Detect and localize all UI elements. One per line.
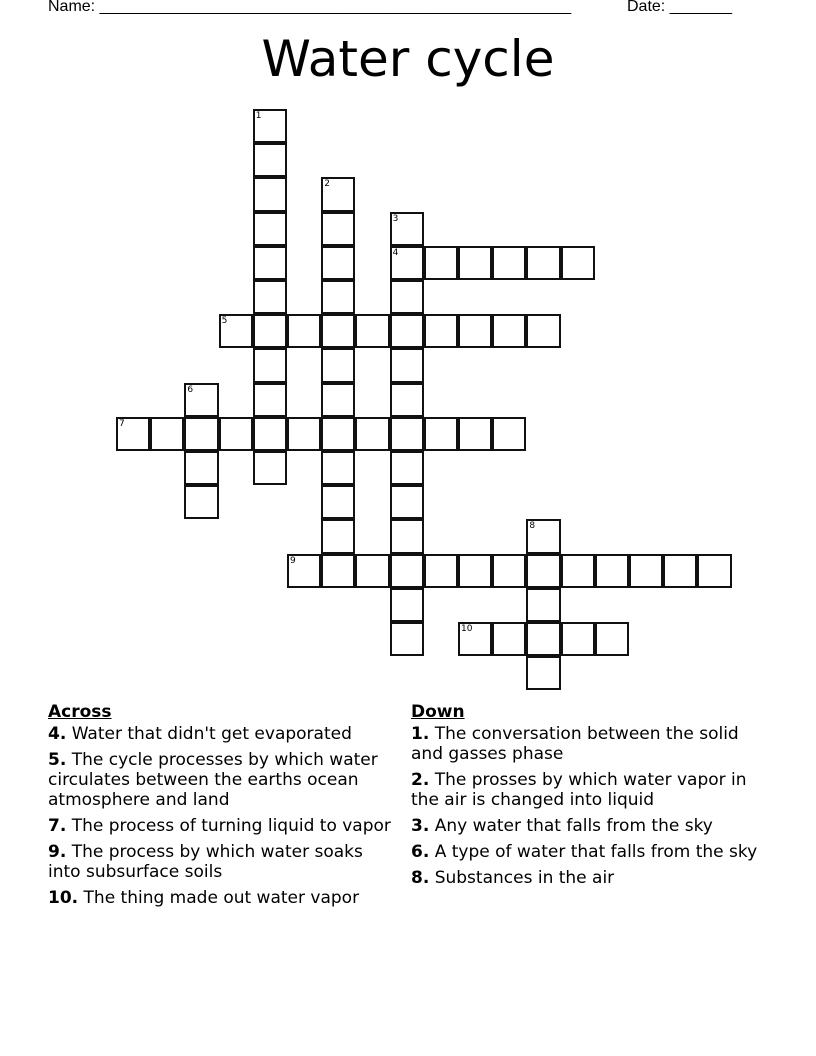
grid-cell[interactable] bbox=[253, 109, 287, 143]
grid-cell[interactable] bbox=[390, 588, 424, 622]
grid-cell[interactable] bbox=[595, 622, 629, 656]
grid-cell[interactable] bbox=[219, 417, 253, 451]
grid-cell[interactable] bbox=[321, 485, 355, 519]
clue-number: 10. bbox=[48, 888, 79, 908]
across-clues bbox=[48, 702, 393, 914]
grid-cell[interactable] bbox=[492, 554, 526, 588]
grid-cell[interactable] bbox=[253, 177, 287, 211]
grid-cell[interactable] bbox=[458, 622, 492, 656]
clue-text: The process of turning liquid to vapor bbox=[71, 816, 391, 836]
grid-cell[interactable] bbox=[424, 554, 458, 588]
grid-cell[interactable] bbox=[492, 314, 526, 348]
grid-cell[interactable] bbox=[424, 314, 458, 348]
grid-cell[interactable] bbox=[321, 280, 355, 314]
cell-number: 6 bbox=[187, 384, 194, 395]
grid-cell[interactable] bbox=[321, 519, 355, 553]
clue-text: Any water that falls from the sky bbox=[434, 816, 713, 836]
grid-cell[interactable] bbox=[526, 519, 560, 553]
grid-cell[interactable] bbox=[184, 485, 218, 519]
grid-cell[interactable] bbox=[253, 451, 287, 485]
grid-cell[interactable] bbox=[321, 451, 355, 485]
clue-across-9 bbox=[48, 842, 393, 882]
clue-across-5 bbox=[48, 750, 393, 810]
grid-cell[interactable] bbox=[390, 314, 424, 348]
down-clues bbox=[411, 702, 771, 894]
cell-number: 8 bbox=[529, 521, 536, 532]
grid-cell[interactable] bbox=[526, 588, 560, 622]
grid-cell[interactable] bbox=[526, 246, 560, 280]
clue-across-7 bbox=[48, 816, 393, 836]
grid-cell[interactable] bbox=[390, 622, 424, 656]
grid-cell[interactable] bbox=[390, 212, 424, 246]
clue-number: 8. bbox=[411, 868, 430, 888]
grid-cell[interactable] bbox=[390, 348, 424, 382]
grid-cell[interactable] bbox=[492, 246, 526, 280]
grid-cell[interactable] bbox=[561, 554, 595, 588]
clue-text: The thing made out water vapor bbox=[83, 888, 360, 908]
clue-number: 5. bbox=[48, 750, 67, 770]
grid-cell[interactable] bbox=[390, 485, 424, 519]
grid-cell[interactable] bbox=[355, 314, 389, 348]
grid-cell[interactable] bbox=[390, 554, 424, 588]
cell-number: 4 bbox=[392, 247, 399, 258]
cell-number: 1 bbox=[255, 111, 262, 121]
grid-cell[interactable] bbox=[526, 656, 560, 690]
clue-number: 6. bbox=[411, 842, 430, 862]
grid-cell[interactable] bbox=[595, 554, 629, 588]
grid-cell[interactable] bbox=[253, 143, 287, 177]
grid-cell[interactable] bbox=[629, 554, 663, 588]
down-heading: Down bbox=[411, 702, 465, 722]
grid-cell[interactable] bbox=[458, 554, 492, 588]
grid-cell[interactable] bbox=[561, 622, 595, 656]
grid-cell[interactable] bbox=[321, 246, 355, 280]
clue-across-10 bbox=[48, 888, 393, 908]
grid-cell[interactable] bbox=[253, 280, 287, 314]
grid-cell[interactable] bbox=[321, 314, 355, 348]
clue-down-6 bbox=[411, 842, 771, 862]
clue-across-4 bbox=[48, 724, 393, 744]
grid-cell[interactable] bbox=[492, 417, 526, 451]
grid-cell[interactable] bbox=[390, 417, 424, 451]
grid-cell[interactable] bbox=[321, 554, 355, 588]
grid-cell[interactable] bbox=[184, 451, 218, 485]
grid-cell[interactable] bbox=[253, 348, 287, 382]
clue-text: A type of water that falls from the sky bbox=[434, 842, 758, 862]
grid-cell[interactable] bbox=[458, 417, 492, 451]
grid-cell[interactable] bbox=[526, 314, 560, 348]
clue-text: The conversation between the solid and gasses phase bbox=[411, 724, 739, 764]
name-field-label: Name: _____________________________________________________ bbox=[48, 0, 572, 15]
grid-cell[interactable] bbox=[253, 383, 287, 417]
grid-cell[interactable] bbox=[321, 212, 355, 246]
clue-down-2 bbox=[411, 770, 771, 810]
grid-cell[interactable] bbox=[253, 417, 287, 451]
clue-number: 2. bbox=[411, 770, 430, 790]
grid-cell[interactable] bbox=[561, 246, 595, 280]
grid-cell[interactable] bbox=[287, 417, 321, 451]
grid-cell[interactable] bbox=[321, 348, 355, 382]
grid-cell[interactable] bbox=[492, 622, 526, 656]
clue-number: 7. bbox=[48, 816, 67, 836]
grid-cell[interactable] bbox=[116, 417, 150, 451]
grid-cell[interactable] bbox=[697, 554, 731, 588]
clue-text: Substances in the air bbox=[434, 868, 615, 888]
cell-number: 10 bbox=[461, 624, 473, 634]
clue-number: 3. bbox=[411, 816, 430, 836]
grid-cell[interactable] bbox=[458, 246, 492, 280]
cell-number: 3 bbox=[392, 213, 399, 224]
grid-cell[interactable] bbox=[219, 314, 253, 348]
clue-text: The process by which water soaks into subsurface soils bbox=[48, 842, 363, 882]
grid-cell[interactable] bbox=[287, 554, 321, 588]
clue-number: 9. bbox=[48, 842, 67, 862]
clue-number: 1. bbox=[411, 724, 430, 744]
grid-cell[interactable] bbox=[390, 280, 424, 314]
cell-number: 7 bbox=[119, 418, 125, 429]
grid-cell[interactable] bbox=[355, 554, 389, 588]
grid-cell[interactable] bbox=[287, 314, 321, 348]
grid-cell[interactable] bbox=[321, 383, 355, 417]
cell-number: 5 bbox=[221, 316, 228, 327]
clue-down-1 bbox=[411, 724, 771, 764]
grid-cell[interactable] bbox=[390, 519, 424, 553]
clue-text: Water that didn't get evaporated bbox=[71, 724, 352, 744]
clue-number: 4. bbox=[48, 724, 67, 744]
grid-cell[interactable] bbox=[458, 314, 492, 348]
page-title: Water cycle bbox=[261, 30, 555, 88]
grid-cell[interactable] bbox=[390, 383, 424, 417]
grid-cell[interactable] bbox=[526, 622, 560, 656]
clue-down-8 bbox=[411, 868, 771, 888]
grid-cell[interactable] bbox=[355, 417, 389, 451]
grid-cell[interactable] bbox=[184, 383, 218, 417]
grid-cell[interactable] bbox=[663, 554, 697, 588]
cell-number: 2 bbox=[324, 179, 330, 190]
grid-cell[interactable] bbox=[150, 417, 184, 451]
grid-cell[interactable] bbox=[321, 177, 355, 211]
grid-cell[interactable] bbox=[184, 417, 218, 451]
grid-cell[interactable] bbox=[526, 554, 560, 588]
grid-cell[interactable] bbox=[390, 451, 424, 485]
cell-number: 9 bbox=[290, 555, 296, 566]
date-field-label: Date: _______ bbox=[627, 0, 732, 15]
grid-cell[interactable] bbox=[253, 314, 287, 348]
clue-down-3 bbox=[411, 816, 771, 836]
grid-cell[interactable] bbox=[424, 246, 458, 280]
grid-cell[interactable] bbox=[253, 246, 287, 280]
grid-cell[interactable] bbox=[424, 417, 458, 451]
grid-cell[interactable] bbox=[321, 417, 355, 451]
grid-cell[interactable] bbox=[390, 246, 424, 280]
across-heading: Across bbox=[48, 702, 112, 722]
clue-text: The cycle processes by which water circulates between the earths ocean atmosphere and land bbox=[48, 750, 378, 810]
grid-cell[interactable] bbox=[253, 212, 287, 246]
clue-text: The prosses by which water vapor in the air is changed into liquid bbox=[411, 770, 747, 810]
